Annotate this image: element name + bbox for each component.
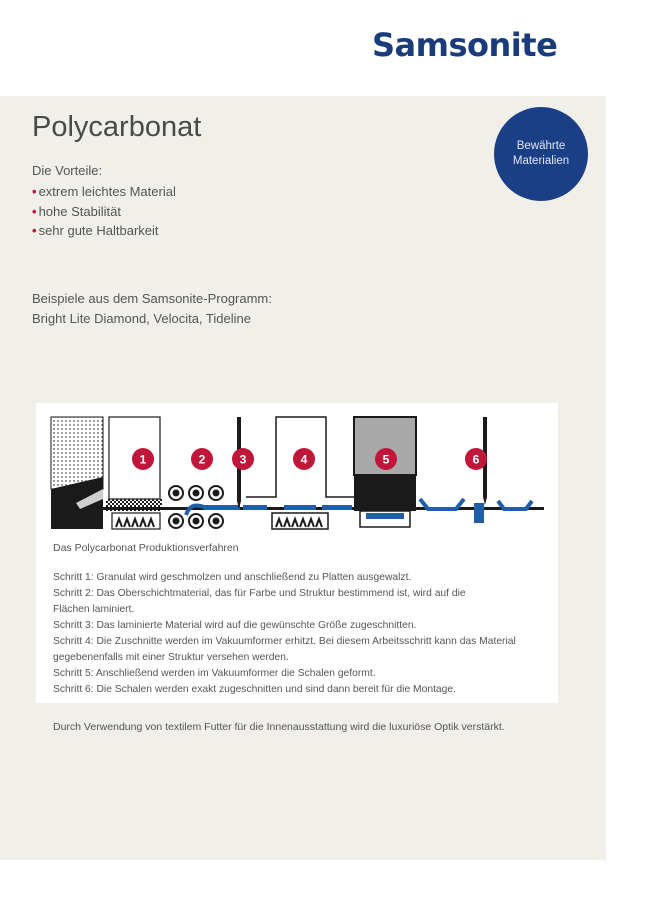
granulate-hopper (51, 417, 103, 529)
materials-badge (494, 107, 588, 201)
heated-sheet-2 (322, 505, 352, 510)
page-title: Polycarbonat (32, 111, 202, 143)
advantages-list (32, 182, 176, 241)
step-marker-1 (132, 448, 154, 470)
step-number: 3 (239, 452, 247, 467)
advantages-heading: Die Vorteile: (32, 163, 103, 178)
step-marker-2 (191, 448, 213, 470)
step-number: 6 (472, 452, 480, 467)
advantage-text: hohe Stabilität (38, 203, 121, 219)
step-line: Schritt 1: Granulat wird geschmolzen und anschließend zu Platten ausgewalzt. (53, 572, 412, 583)
examples-block (32, 289, 272, 328)
advantage-text: extrem leichtes Material (38, 184, 176, 199)
process-caption: Das Polycarbonat Produktionsverfahren (53, 542, 239, 554)
step-number: 5 (382, 452, 390, 467)
step-number: 4 (300, 452, 308, 467)
advantage-text: sehr gute Haltbarkeit (38, 223, 159, 238)
step-number: 2 (198, 452, 206, 467)
step-line: gegebenenfalls mit einer Struktur versehen werden. (53, 652, 289, 663)
badge-line-1: Bewährte (516, 140, 566, 152)
step-line: Schritt 5: Anschließend werden im Vakuumformer die Schalen geformt. (53, 668, 376, 679)
step-line: Schritt 3: Das laminierte Material wird auf die gewünschte Größe zugeschnitten. (53, 620, 417, 631)
examples-products: Bright Lite Diamond, Velocita, Tideline (32, 310, 251, 326)
formed-shell (420, 499, 464, 509)
list-item (32, 221, 176, 241)
finished-shell (498, 501, 532, 509)
step-line: Schritt 6: Die Schalen werden exakt zugeschnitten und sind dann bereit für die Montage. (53, 684, 456, 695)
production-diagram (36, 403, 558, 535)
bullet-icon: • (32, 203, 37, 219)
cut-sheet (243, 505, 267, 510)
vacuum-heater (246, 417, 354, 529)
list-item (32, 182, 176, 202)
melting-unit (106, 417, 162, 529)
shell-former (354, 417, 416, 527)
process-card (36, 403, 558, 703)
process-steps (53, 570, 543, 698)
step-line: Schritt 2: Das Oberschichtmaterial, das für Farbe und Struktur bestimmend ist, wird auf die (53, 588, 466, 599)
step-line: Schritt 4: Die Zuschnitte werden im Vakuumformer erhitzt. Bei diesem Arbeitsschritt kann das Material (53, 636, 516, 647)
footer-note: Durch Verwendung von textilem Futter für die Innenausstattung wird die luxuriöse Optik verstärkt. (53, 721, 505, 733)
step-marker-6 (465, 448, 487, 470)
badge-line-2: Materialien (512, 155, 570, 167)
step-marker-4 (293, 448, 315, 470)
laminated-sheet (204, 505, 240, 510)
bullet-icon: • (32, 184, 37, 199)
step-number: 1 (139, 452, 147, 467)
heated-sheet (284, 505, 316, 510)
samsonite-logo: Samsonite (372, 26, 558, 64)
step-marker-3 (232, 448, 254, 470)
bullet-icon: • (32, 223, 37, 238)
step-marker-5 (375, 448, 397, 470)
examples-heading: Beispiele aus dem Samsonite-Programm: (32, 291, 272, 306)
step-line: Flächen laminiert. (53, 604, 135, 615)
list-item (32, 202, 176, 222)
